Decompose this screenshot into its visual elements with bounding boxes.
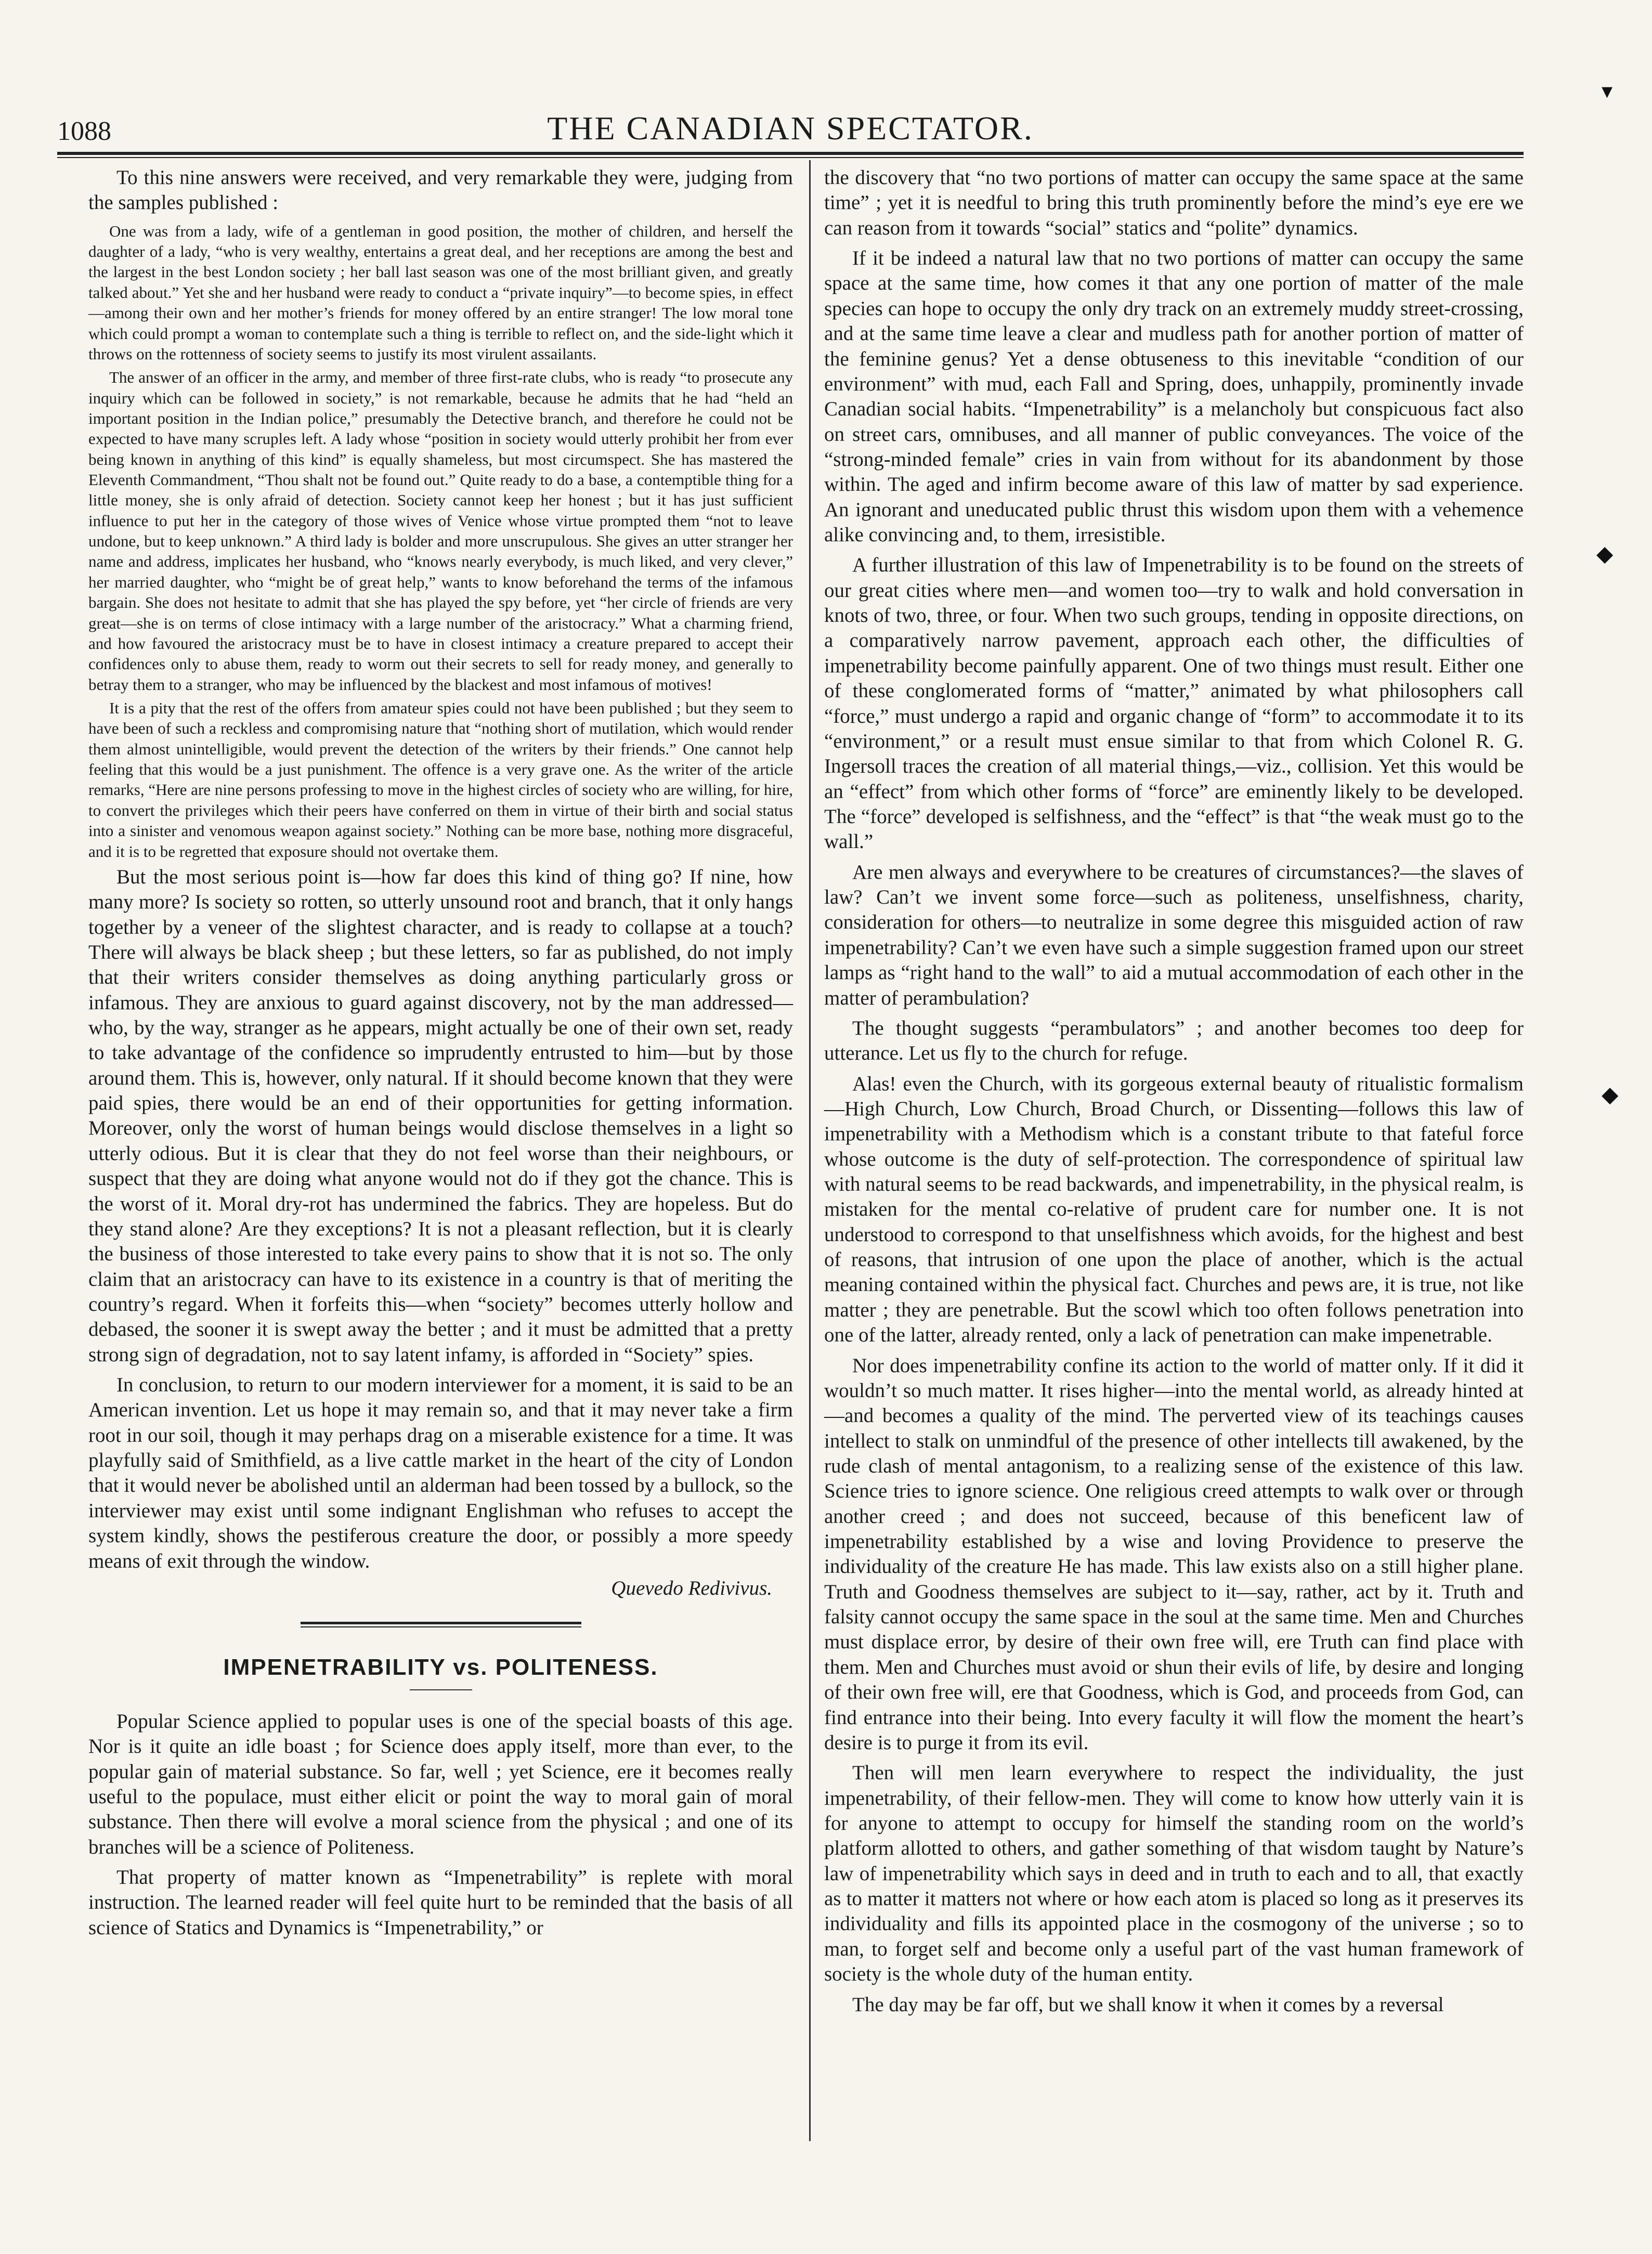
section-rule (301, 1622, 581, 1624)
page-number: 1088 (57, 116, 111, 146)
article-title: IMPENETRABILITY vs. POLITENESS. (223, 1654, 658, 1680)
body-paragraph: That property of matter known as “Impenetrability” is replete with moral instruction. The learned reader will feel quite hurt to be reminded that the basis of all science of Statics and Dynamics is “Impenetrability,” or (88, 1866, 793, 1939)
body-paragraph: The thought suggests “perambulators” ; and another becomes too deep for utterance. Let us fly to the church for refuge. (824, 1017, 1524, 1065)
scan-mark-icon: ▾ (1602, 80, 1613, 103)
body-paragraph: If it be indeed a natural law that no two portions of matter can occupy the same space at the same time, how comes it that any one portion of matter of the male species can hope to occupy the only dry track on an extremely muddy street-crossing, and at the same time leave a clear and mudless path for another portion of matter of the feminine genus? Yet a dense obtuseness to this inevitable “condition of our environment” with mud, each Fall and Spring, does, unhappily, prominently invade Canadian social habits. “Impenetrability” is a melancholy but conspicuous fact also on street cars, omnibuses, and all manner of public conveyances. The voice of the “strong-minded female” cries in vain from without for its abandonment by those within. The aged and infirm become aware of this law of matter by sad experience. An ignorant and uneducated public thrust this wisdom upon them with a vehemence alike convincing and, to them, irresistible. (824, 247, 1524, 546)
scan-mark-icon: ◆ (1602, 1083, 1619, 1107)
body-paragraph: In conclusion, to return to our modern interviewer for a moment, it is said to be an American invention. Let us hope it may remain so, and that it may never take a firm root in our soil, though it may perhaps drag on a miserable existence for a time. It was playfully said of Smithfield, as a live cattle market in the heart of the city of London that it would never be abolished until an alderman had been tossed by a bullock, so the interviewer may exist until some indignant Englishman who refuses to accept the system kindly, shows the pestiferous creature the door, or possibly a more speedy means of exit through the window. (88, 1374, 793, 1572)
header-rule-thin (57, 157, 1524, 158)
title-underline (410, 1689, 472, 1690)
body-paragraph: Are men always and everywhere to be creatures of circumstances?—the slaves of law? Can’t we invent some force—such as politeness, unselfishness, charity, consideration for others—to neutralize in some degree this misguided action of raw impenetrability? Can’t we even have such a simple suggestion framed upon our street lamps as “right hand to the wall” to aid a mutual accommodation of each other in the matter of perambulation? (824, 861, 1524, 1009)
body-paragraph: Nor does impenetrability confine its action to the world of matter only. If it did it wouldn’t so much matter. It rises higher—into the mental world, as already hinted at—and becomes a quality of the mind. The perverted view of its teachings causes intellect to stalk on unmindful of the presence of other intellects till awakened, by the rude clash of mental antagonism, to a realizing sense of the existence of this law. Science tries to ignore science. One religious creed attempts to walk over or through another creed ; and does not succeed, because of this beneficent law of impenetrability established by a wise and loving Providence to preserve the individuality of the creature He has made. This law exists also on a still higher plane. Truth and Goodness themselves are subject to it—say, rather, act by it. Truth and falsity cannot occupy the same space in the soul at the same time. Men and Churches must displace error, by desire of their own free will, ere Truth can find place with them. Men and Churches must avoid or shun their evils of life, by desire and longing of their own free will, ere that Goodness, which is God, and proceeds from God, can find entrance into their being. Into every faculty it will flow the moment the heart’s desire is to purge it from its evil. (824, 1354, 1524, 1754)
body-paragraph: the discovery that “no two portions of matter can occupy the same space at the same time” ; yet it is needful to bring this truth prominently before the mind’s eye ere we can reason from it towards “social” statics and “polite” dynamics. (824, 166, 1524, 239)
author-signature: Quevedo Redivivus. (611, 1577, 772, 1599)
quoted-paragraph: It is a pity that the rest of the offers from amateur spies could not have been published ; but they seem to have been of such a reckless and compromising nature that “nothing short of mutilation, which would render them almost unintelligible, would prevent the detection of the writers by their friends.” One cannot help feeling that this would be a just punishment. The offence is a very grave one. As the writer of the article remarks, “Here are nine persons professing to move in the highest circles of society who are willing, for hire, to convert the privileges which their peers have conferred on them in virtue of their birth and social status into a sinister and venomous weapon against society.” Nothing can be more base, nothing more disgraceful, and it is to be regretted that exposure should not overtake them. (88, 698, 793, 861)
right-column (824, 165, 1524, 2023)
body-paragraph: Popular Science applied to popular uses is one of the special boasts of this age. Nor is it quite an idle boast ; for Science does apply itself, more than ever, to the popular gain of material substance. So far, well ; yet Science, ere it becomes really useful to the populace, must either elicit or point the way to moral gain of moral substance. Then there will evolve a moral science from the physical ; and one of its branches will be a science of Politeness. (88, 1710, 793, 1858)
section-rule-thin (301, 1626, 581, 1627)
scan-mark-icon: ◆ (1596, 542, 1614, 566)
body-paragraph: Alas! even the Church, with its gorgeous external beauty of ritualistic formalism—High Church, Low Church, Broad Church, or Dissenting—follows this law of impenetrability with a Methodism which is a constant tribute to that fateful force whose outcome is the duty of self-protection. The correspondence of spiritual law with natural seems to be read backwards, and impenetrability, in the physical realm, is mistaken for the mental co-relative of prudent care for number one. It is not understood to correspond to that unselfishness which avoids, for the highest and best of reasons, that intrusion of one upon the place of another, which is the actual meaning contained within the physical fact. Churches and pews are, it is true, not like matter ; they are penetrable. But the scowl which too often follows penetration into one of the latter, already rented, only a lack of penetration can make impenetrable. (824, 1072, 1524, 1347)
body-paragraph: The day may be far off, but we shall know it when it comes by a reversal (852, 1993, 1444, 2016)
column-divider (809, 160, 811, 2141)
quoted-paragraph: One was from a lady, wife of a gentleman in good position, the mother of children, and herself the daughter of a lady, “who is very wealthy, entertains a great deal, and her receptions are among the best and the largest in the best London society ; her ball last season was one of the most brilliant given, and greatly talked about.” Yet she and her husband were ready to conduct a “private inquiry”—to become spies, in effect—among their own and her mother’s friends for money offered by an entire stranger! The low moral tone which could prompt a woman to contemplate such a thing is terrible to reflect on, and the side-light which it throws on the rottenness of society seems to justify its most virulent assailants. (88, 222, 793, 363)
body-paragraph: Then will men learn everywhere to respect the individuality, the just impenetrability, of their fellow-men. They will come to know how utterly vain it is for anyone to attempt to occupy for himself the standing room on the world’s platform allotted to others, and gather something of that wisdom taught by Nature’s law of impenetrability which says in deed and in truth to each and to all, that exactly as to matter it matters not where or how each atom is placed so long as it preserves its individuality and fills its appointed place in the cosmogony of the universe ; so to man, to forget self and become only a useful part of the vast human framework of society is the whole duty of the human entity. (824, 1762, 1524, 1986)
quoted-paragraph: The answer of an officer in the army, and member of three first-rate clubs, who is ready “to prosecute any inquiry which can be followed in society,” is not remarkable, because he admits that he had “held an important position in the Indian police,” presumably the Detective branch, and therefore he could not be expected to have many scruples left. A lady whose “position in society would utterly prohibit her from ever being known in anything of this kind” is equally shameless, but most circumspect. She has mastered the Eleventh Commandment, “Thou shalt not be found out.” Quite ready to do a base, a contemptible thing for a little money, she is only afraid of detection. Society cannot keep her honest ; but it has just sufficient influence to put her in the category of those wives of Venice whose virtue prompted them “not to leave undone, but to keep unknown.” A third lady is bolder and more unscrupulous. She gives an utter stranger her name and address, implicates her husband, who “knows nearly everybody, is much liked, and very clever,” her married daughter, who “might be of great help,” wants to know beforehand the terms of the infamous bargain. She does not hesitate to admit that she has played the spy before, yet “her circle of friends are very great—she is on terms of close intimacy with a large number of the aristocracy.” What a charming friend, and how favoured the aristocracy must be to have in closest intimacy a creature prepared to accept their confidences only to abuse them, ready to worm out their secrets to sell for ready money, and generally to betray them to a stranger, who may be influenced by the blackest and most infamous of motives! (88, 368, 793, 694)
page-header (57, 109, 1524, 151)
body-paragraph: But the most serious point is—how far does this kind of thing go? If nine, how many more? Is society so rotten, so utterly unsound root and branch, that it only hangs together by a veneer of the slightest character, and is ready to collapse at a touch? There will always be black sheep ; but these letters, so far as published, do not imply that their writers consider themselves as doing anything particularly gross or infamous. They are anxious to guard against discovery, not by the man addressed—who, by the way, stranger as he appears, might actually be one of their own set, ready to take advantage of the confidence so imprudently entrusted to him—but by those around them. This is, however, only natural. If it should become known that they were paid spies, there would be an end of their opportunities for getting information. Moreover, only the worst of human beings would disclose themselves in a light so utterly odious. But it is clear that they do not feel worse than their neighbours, or suspect that they are doing what anyone would not do if they got the chance. This is the worst of it. Moral dry-rot has undermined the fabrics. They are hopeless. But do they stand alone? Are they exceptions? It is not a pleasant reflection, but it is clearly the business of those interested to take every pains to show that it is not so. The only claim that an aristocracy can have to its existence in a country is that of meriting the country’s regard. When it forfeits this—when “society” becomes utterly hollow and debased, the sooner it is swept away the better ; and it must be admitted that a pretty strong sign of degradation, not to say latent infamy, is afforded in “Society” spies. (88, 865, 793, 1366)
intro-paragraph: To this nine answers were received, and very remarkable they were, judging from the samples published : (88, 166, 793, 214)
journal-title: THE CANADIAN SPECTATOR. (547, 110, 1034, 147)
body-paragraph: A further illustration of this law of Impenetrability is to be found on the streets of our great cities where men—and women too—try to walk and hold conversation in knots of two, three, or four. When two such groups, tending in opposite directions, on a comparatively narrow pavement, approach each other, the difficulties of impenetrability become painfully apparent. One of two things must result. Either one of these conglomerated forms of “matter,” animated by what philosophers call “force,” must undergo a rapid and organic change of “form” to accommodate it to its “environment,” or a result must ensue similar to that from which Colonel R. G. Ingersoll traces the creation of all material things,—viz., collision. Yet this would be an “effect” from which other forms of “force” are eminently likely to be developed. The “force” developed is selfishness, and the “effect” is that “the weak must go to the wall.” (824, 554, 1524, 853)
left-column (88, 165, 793, 1946)
header-rule (57, 152, 1524, 155)
